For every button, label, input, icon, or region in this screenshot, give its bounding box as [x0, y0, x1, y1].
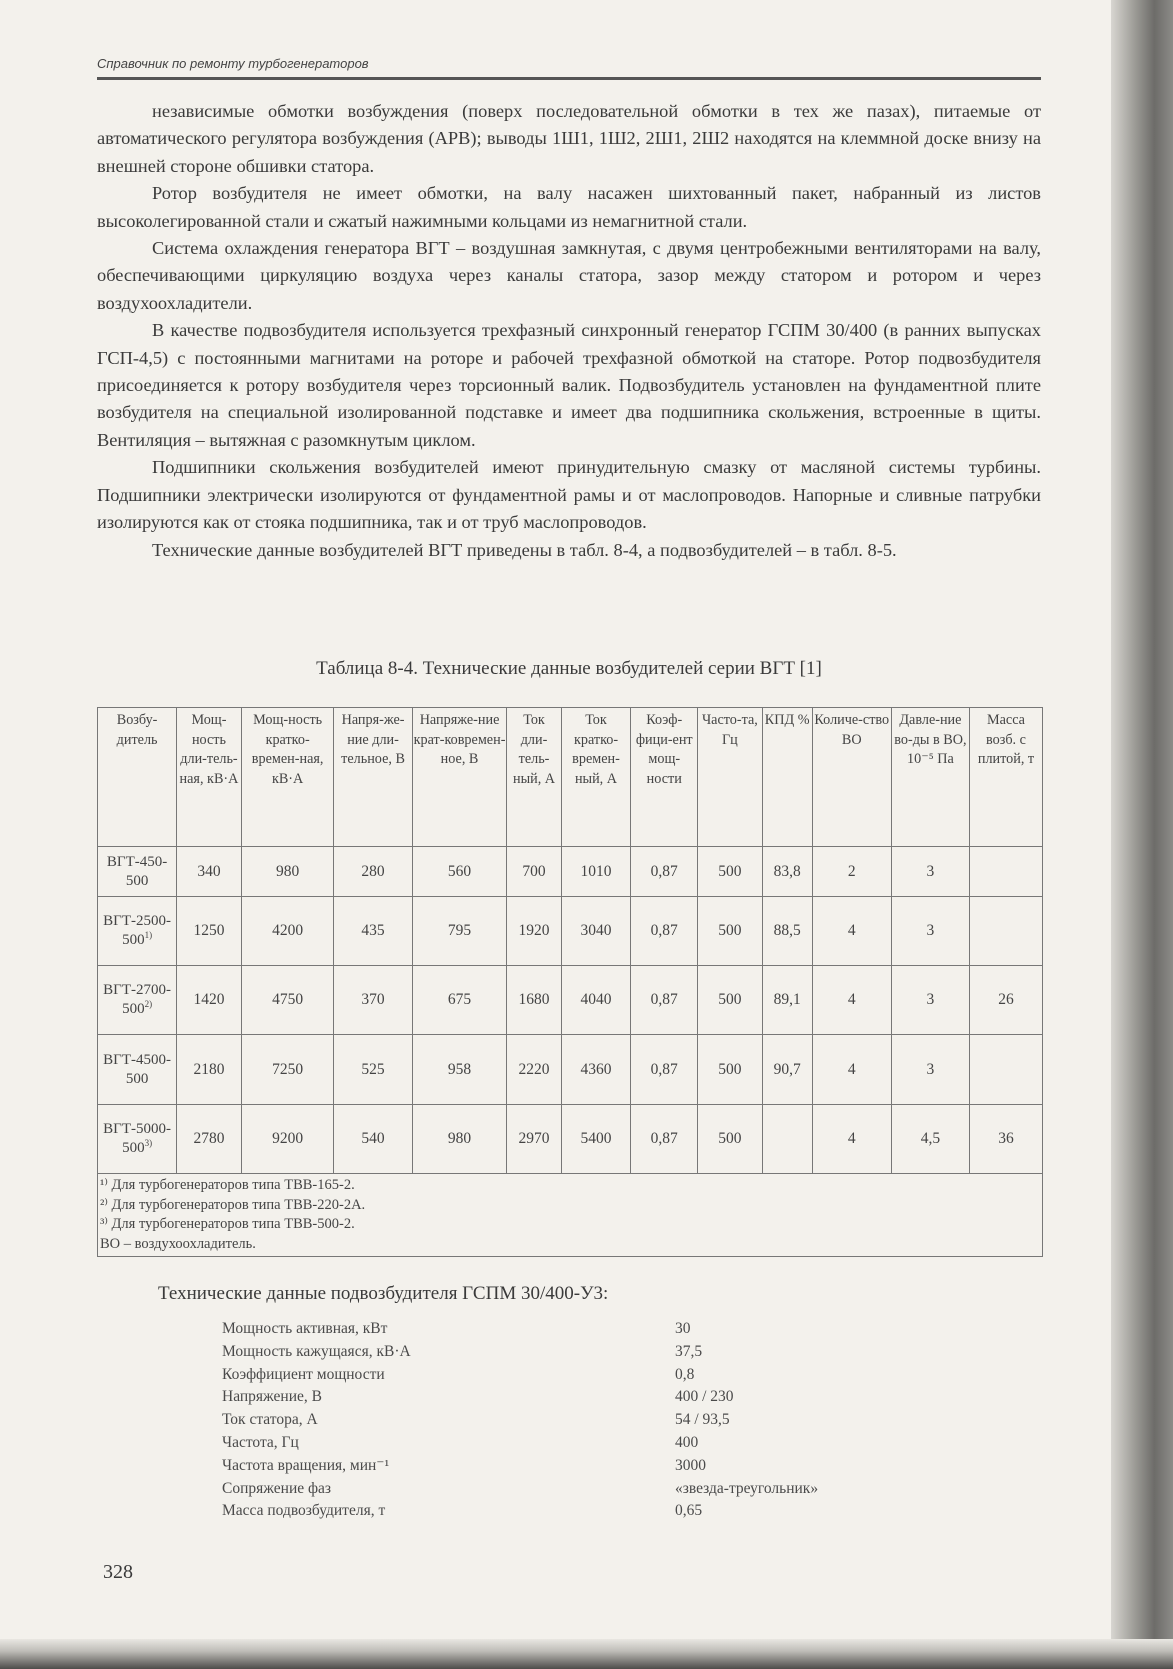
table-cell: 3 [891, 897, 969, 966]
spec-label: Сопряжение фаз [222, 1479, 332, 1497]
exciter-name: ВГТ-2700-500 [103, 982, 171, 1017]
header-cell: Количе-ство ВО [812, 708, 891, 847]
spec-list [222, 1318, 982, 1523]
table-cell: 2180 [177, 1035, 242, 1105]
header-cell: Ток дли-тель-ный, А [507, 708, 561, 847]
spec-value: 30 [675, 1320, 691, 1337]
spec-label: Масса подвозбудителя, т [222, 1502, 386, 1520]
table-cell: 0,87 [631, 897, 698, 966]
footnote: ³⁾ Для турбогенераторов типа ТВВ-500-2. [100, 1216, 355, 1232]
table-row [98, 847, 1043, 897]
table-cell: 9200 [241, 1105, 334, 1174]
table-cell: 340 [177, 847, 242, 897]
table-cell: 700 [507, 847, 561, 897]
table-cell: 1010 [561, 847, 631, 897]
table-cell: 90,7 [762, 1035, 812, 1105]
scan-edge-bottom [0, 1639, 1173, 1669]
footnote: ВО – воздухоохладитель. [100, 1235, 256, 1252]
table-cell: 88,5 [762, 897, 812, 966]
table-cell [762, 1105, 812, 1174]
spec-value: «звезда-треугольник» [675, 1479, 819, 1497]
table-cell: 4 [812, 1105, 891, 1174]
spec-row [222, 1500, 982, 1523]
exciter-name-cell [98, 1035, 177, 1105]
exciter-name-cell [98, 1105, 177, 1174]
table-cell: 1920 [507, 897, 561, 966]
exciter-data-table [97, 707, 1043, 1257]
exciter-name-cell [98, 966, 177, 1035]
table-cell: 795 [412, 897, 507, 966]
exciter-name-cell [98, 847, 177, 897]
table-cell: 4 [812, 966, 891, 1035]
spec-value: 0,8 [675, 1365, 695, 1383]
exciter-name: ВГТ-450-500 [106, 853, 168, 889]
header-cell: Возбу-дитель [98, 708, 177, 847]
table-row [98, 897, 1043, 966]
footnote: ¹⁾ Для турбогенераторов типа ТВВ-165-2. [100, 1177, 355, 1193]
table-cell: 3 [891, 966, 969, 1035]
table-cell: 83,8 [762, 847, 812, 897]
table-cell [969, 897, 1042, 966]
table-cell: 4040 [561, 966, 631, 1035]
table-cell: 0,87 [631, 847, 698, 897]
spec-label: Коэффициент мощности [222, 1365, 385, 1383]
table-cell: 36 [969, 1105, 1042, 1174]
table-cell: 1680 [507, 966, 561, 1035]
table-cell: 2220 [507, 1035, 561, 1105]
spec-row [222, 1478, 982, 1501]
paragraph-bearings: Подшипники скольжения возбудителей имеют принудительную смазку от масляной системы турбины. Подшипники электрически изолируются от фундаментной рамы и от маслопроводов. Напорные и сливные патрубки изолируются как от стояка подшипника, так и от труб маслопроводов. [97, 457, 1041, 533]
paragraph-continuation: независимые обмотки возбуждения (поверх последовательной обмотки в тех же пазах), питаемые от автоматического регулятора возбуждения (АРВ); выводы 1Ш1, 1Ш2, 2Ш1, 2Ш2 находятся на клеммной доске внизу на внешней стороне обшивки статора. [97, 101, 1041, 176]
table-cell: 89,1 [762, 966, 812, 1035]
table-cell: 525 [334, 1035, 412, 1105]
table-cell: 4750 [241, 966, 334, 1035]
table-cell: 5400 [561, 1105, 631, 1174]
table-cell: 2780 [177, 1105, 242, 1174]
table-cell: 980 [241, 847, 334, 897]
header-cell: Масса возб. с плитой, т [969, 708, 1042, 847]
table-cell: 500 [698, 1105, 763, 1174]
header-rule [97, 77, 1041, 80]
spec-label: Напряжение, В [222, 1388, 322, 1406]
spec-value: 400 / 230 [675, 1388, 734, 1406]
table-cell: 3040 [561, 897, 631, 966]
footnote-mark: 2) [144, 999, 153, 1009]
table-footnotes-row [98, 1174, 1043, 1257]
header-cell: Часто-та, Гц [698, 708, 763, 847]
table-row [98, 1035, 1043, 1105]
table-cell: 500 [698, 966, 763, 1035]
running-head: Справочник по ремонту турбогенераторов [97, 56, 369, 71]
page-number: 328 [103, 1561, 133, 1583]
spec-label: Частота, Гц [222, 1433, 299, 1451]
paragraph-cooling: Система охлаждения генератора ВГТ – воздушная замкнутая, с двумя центробежными вентиляторами на валу, обеспечивающими циркуляцию воздуха через каналы статора, зазор между статором и ротором и через воздухоохладители. [97, 238, 1041, 313]
spec-row [222, 1455, 982, 1478]
header-cell: КПД % [762, 708, 812, 847]
header-cell: Мощ-ность кратко-времен-ная, кВ·А [241, 708, 334, 847]
table-cell: 0,87 [631, 966, 698, 1035]
table-row [98, 966, 1043, 1035]
spec-row [222, 1318, 982, 1341]
table-cell: 4 [812, 897, 891, 966]
header-cell: Коэф-фици-ент мощ-ности [631, 708, 698, 847]
table-cell: 0,87 [631, 1035, 698, 1105]
table-cell: 4 [812, 1035, 891, 1105]
spec-row [222, 1386, 982, 1409]
table-footnotes [98, 1174, 1043, 1257]
spec-label: Мощность активная, кВт [222, 1320, 388, 1337]
paragraph-tables-ref: Технические данные возбудителей ВГТ приведены в табл. 8-4, а подвозбудителей – в табл. 8-5. [152, 539, 897, 560]
table-cell: 500 [698, 897, 763, 966]
table-cell: 2970 [507, 1105, 561, 1174]
spec-row [222, 1409, 982, 1432]
exciter-name: ВГТ-4500-500 [103, 1051, 171, 1087]
table-cell: 7250 [241, 1035, 334, 1105]
table-cell: 980 [412, 1105, 507, 1174]
spec-value: 54 / 93,5 [675, 1411, 730, 1429]
footnote-mark: 3) [144, 1138, 153, 1148]
table-cell: 958 [412, 1035, 507, 1105]
table-cell: 500 [698, 847, 763, 897]
table-cell: 500 [698, 1035, 763, 1105]
footnote: ²⁾ Для турбогенераторов типа ТВВ-220-2А. [100, 1196, 366, 1213]
table-cell: 370 [334, 966, 412, 1035]
table-cell [969, 847, 1042, 897]
header-cell: Мощ-ность дли-тель-ная, кВ·А [177, 708, 242, 847]
spec-row [222, 1341, 982, 1364]
table-header-row [98, 708, 1043, 847]
header-cell: Напря-же-ние дли-тельное, В [334, 708, 412, 847]
table-cell: 0,87 [631, 1105, 698, 1174]
exciter-name: ВГТ-2500-500 [103, 913, 171, 948]
table-cell: 4360 [561, 1035, 631, 1105]
body-text [97, 98, 1041, 564]
spec-label: Частота вращения, мин⁻¹ [222, 1456, 390, 1474]
footnote-mark: 1) [144, 930, 153, 940]
table-cell: 675 [412, 966, 507, 1035]
header-cell: Ток кратко-времен-ный, А [561, 708, 631, 847]
paragraph-rotor: Ротор возбудителя не имеет обмотки, на валу насажен шихтованный пакет, набранный из листов высоколегированной стали и сжатый нажимными кольцами из немагнитной стали. [97, 183, 1041, 231]
scan-edge-right [1111, 0, 1173, 1669]
spec-row [222, 1432, 982, 1455]
spec-title: Технические данные подвозбудителя ГСПМ 30/400-У3: [158, 1283, 609, 1304]
table-cell [969, 1035, 1042, 1105]
table-row [98, 1105, 1043, 1174]
spec-label: Мощность кажущаяся, кВ·А [222, 1342, 411, 1360]
paragraph-subexciter: В качестве подвозбудителя используется трехфазный синхронный генератор ГСПМ 30/400 (в ранних выпусках ГСП-4,5) с постоянными магнитами на роторе и рабочей трехфазной обмоткой на статоре. Ротор подвозбудителя присоединяется к ротору возбудителя через торсионный валик. Подвозбудитель установлен на фундаментной плите возбудителя на специальной изолированной подставке и имеет два подшипника скольжения, встроенные в щиты. Вентиляция – вытяжная с разомкнутым циклом. [97, 320, 1041, 450]
spec-value: 400 [675, 1433, 699, 1451]
table-cell: 540 [334, 1105, 412, 1174]
table-cell: 4,5 [891, 1105, 969, 1174]
exciter-name: ВГТ-5000-500 [103, 1121, 171, 1156]
table-caption: Таблица 8-4. Технические данные возбудителей серии ВГТ [1] [316, 658, 822, 679]
spec-value: 3000 [675, 1456, 706, 1474]
table-cell: 435 [334, 897, 412, 966]
table-cell: 2 [812, 847, 891, 897]
exciter-name-cell [98, 897, 177, 966]
header-cell: Напряже-ние крат-ковремен-ное, В [412, 708, 507, 847]
spec-row [222, 1364, 982, 1387]
spec-value: 0,65 [675, 1502, 703, 1520]
table-cell: 26 [969, 966, 1042, 1035]
spec-label: Ток статора, А [222, 1411, 318, 1429]
table-cell: 4200 [241, 897, 334, 966]
table-cell: 560 [412, 847, 507, 897]
header-cell: Давле-ние во-ды в ВО, 10⁻⁵ Па [891, 708, 969, 847]
table-cell: 3 [891, 847, 969, 897]
table-cell: 280 [334, 847, 412, 897]
spec-value: 37,5 [675, 1342, 703, 1360]
table-cell: 1250 [177, 897, 242, 966]
table-cell: 3 [891, 1035, 969, 1105]
table-cell: 1420 [177, 966, 242, 1035]
